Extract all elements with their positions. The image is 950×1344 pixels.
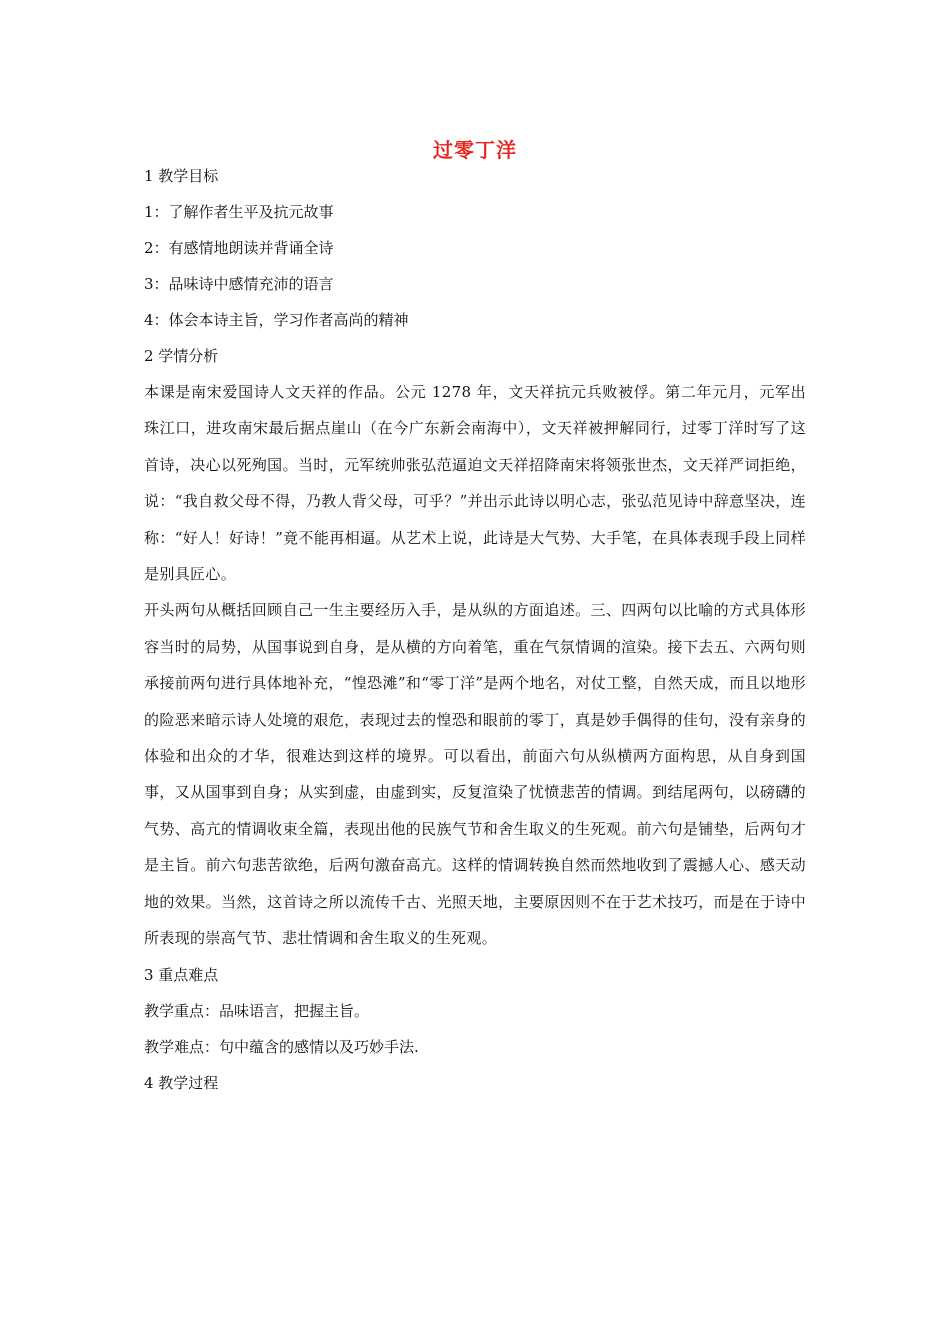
document-title: 过零丁洋 — [433, 138, 517, 163]
objective-item-3: 3：品味诗中感情充沛的语言 — [144, 275, 334, 293]
teaching-difficulty: 教学难点：句中蕴含的感情以及巧妙手法. — [144, 1037, 419, 1056]
section-heading-analysis: 2 学情分析 — [144, 347, 219, 365]
analysis-paragraph-1: 本课是南宋爱国诗人文天祥的作品。公元 1278 年，文天祥抗元兵败被俘。第二年元月，元军出珠江口，进攻南宋最后据点崖山（在今广东新会南海中），文天祥被押解同行，过零丁洋时写了这首诗，决心以死殉国。当时，元军统帅张弘范逼迫文天祥招降南宋将领张世杰，文天祥严词拒绝，说：“我自救父母不得，乃教人背父母，可乎？”并出示此诗以明心志，张弘范见诗中辞意坚决，连称：“好人！好诗！”竟不能再相逼。从艺术上说，此诗是大气势、大手笔，在具体表现手段上同样是别具匠心。 — [144, 383, 806, 584]
section-heading-process: 4 教学过程 — [144, 1073, 219, 1092]
objective-item-2: 2：有感情地朗读并背诵全诗 — [144, 239, 334, 257]
document-body — [144, 158, 806, 1101]
section-heading-key-points: 3 重点难点 — [144, 965, 219, 984]
analysis-paragraph-2: 开头两句从概括回顾自己一生主要经历入手，是从纵的方面追述。三、四两句以比喻的方式具体形容当时的局势，从国事说到自身，是从横的方向着笔，重在气氛情调的渲染。接下去五、六两句则承接前两句进行具体地补充，“惶恐滩”和“零丁洋”是两个地名，对仗工整，自然天成，而且以地形的险恶来暗示诗人处境的艰危，表现过去的惶恐和眼前的零丁，真是妙手偶得的佳句，没有亲身的体验和出众的才华，很难达到这样的境界。可以看出，前面六句从纵横两方面构思，从自身到国事，又从国事到自身；从实到虚，由虚到实，反复渲染了忧愤悲苦的情调。到结尾两句，以磅礴的气势、高亢的情调收束全篇，表现出他的民族气节和舍生取义的生死观。前六句是铺垫，后两句才是主旨。前六句悲苦欲绝，后两句激奋高亢。这样的情调转换自然而然地收到了震撼人心、感天动地的效果。当然，这首诗之所以流传千古、光照天地，主要原因则不在于艺术技巧，而是在于诗中所表现的崇高气节、悲壮情调和舍生取义的生死观。 — [144, 601, 806, 948]
section-heading-objectives: 1 教学目标 — [144, 167, 219, 185]
objective-item-1: 1：了解作者生平及抗元故事 — [144, 203, 334, 221]
teaching-key-point: 教学重点：品味语言，把握主旨。 — [144, 1001, 370, 1020]
objective-item-4: 4：体会本诗主旨，学习作者高尚的精神 — [144, 311, 409, 329]
